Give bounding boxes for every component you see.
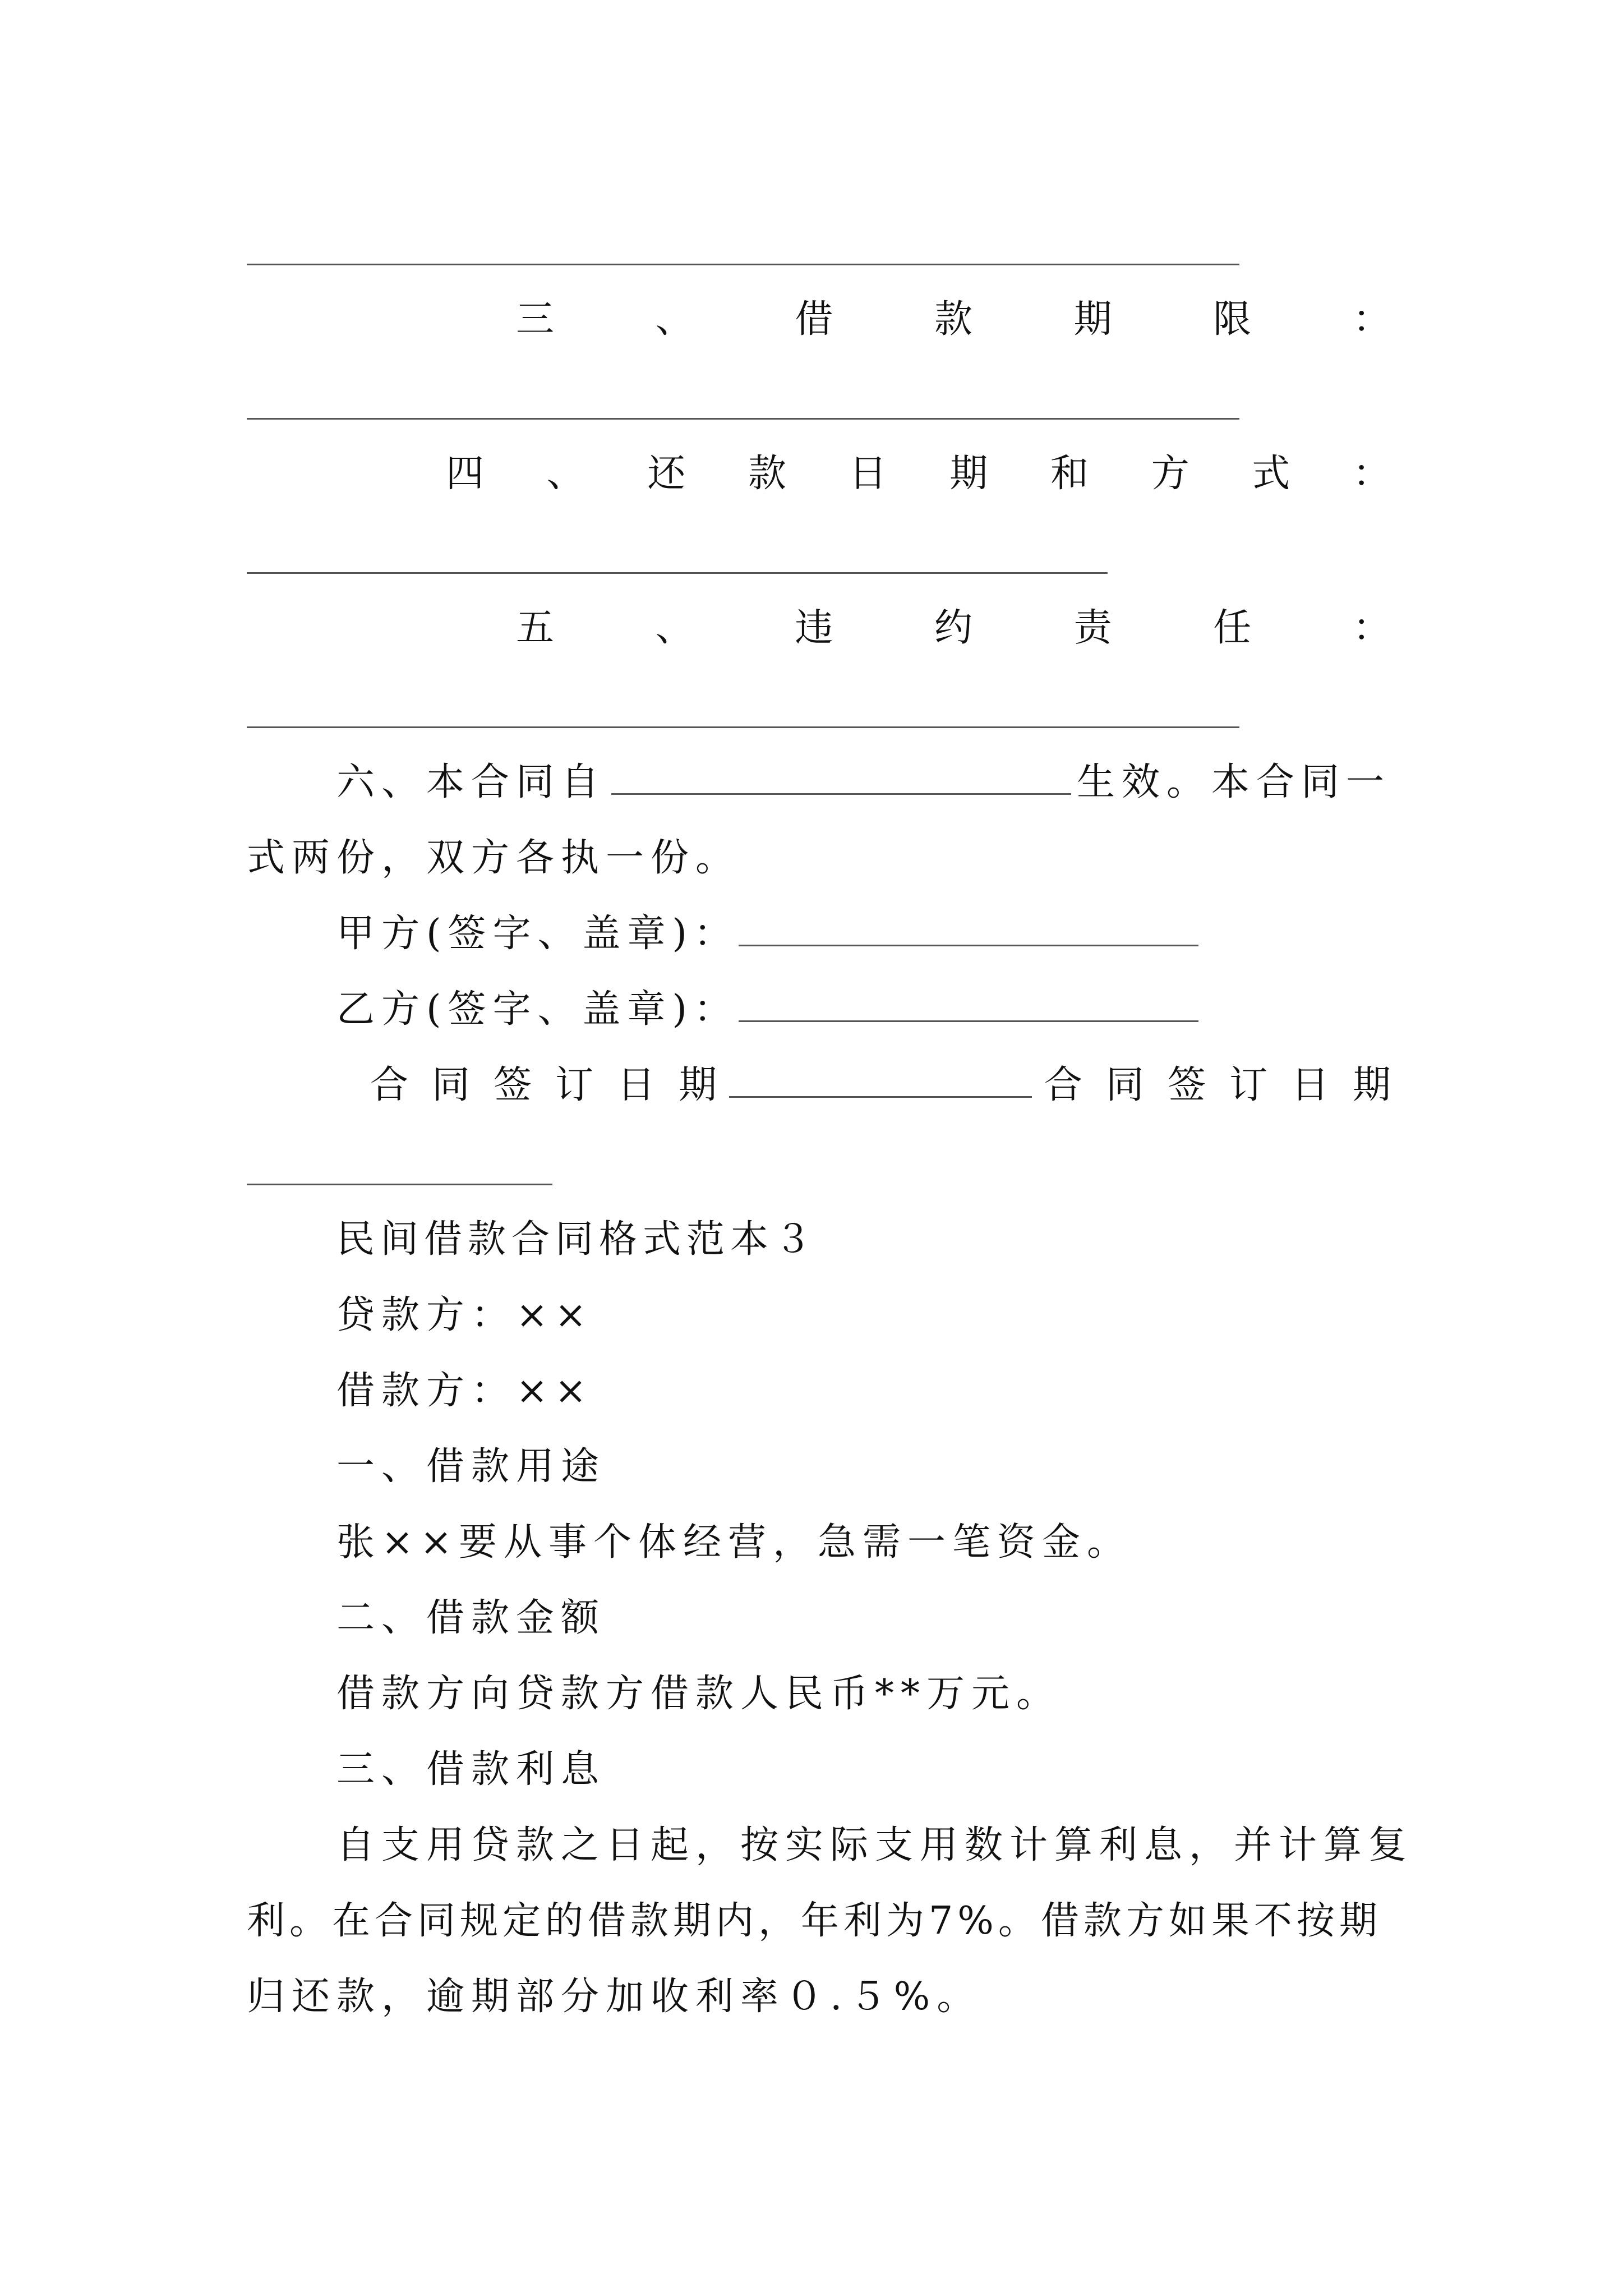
char: 任 [1213, 606, 1252, 650]
char: 方 [1151, 452, 1189, 496]
contract-title: 民间借款合同格式范本３ [336, 1217, 818, 1262]
char: 合 [1044, 1063, 1082, 1107]
heading-loan-purpose: 一、借款用途 [336, 1444, 606, 1489]
char: 还 [647, 452, 686, 496]
party-a-signature-line [336, 906, 1198, 962]
char: 借 [795, 297, 833, 342]
blank-line [247, 726, 1239, 728]
sign-date-label-1 [370, 1057, 717, 1114]
section-six-suffix: 生效。本合同一 [1076, 760, 1391, 804]
party-a-label: 甲方(签字、盖章)： [336, 912, 739, 956]
char: 日 [849, 452, 887, 496]
char: 限 [1213, 297, 1252, 342]
party-b-signature-blank [739, 987, 1198, 1022]
section-three-heading [247, 292, 1391, 348]
char: ： [1352, 606, 1391, 650]
char: 和 [1050, 452, 1089, 496]
char: 责 [1073, 606, 1112, 650]
blank-line [247, 572, 1108, 574]
heading-loan-interest: 三、借款利息 [336, 1747, 606, 1792]
heading-loan-amount: 二、借款金额 [336, 1596, 606, 1640]
char: 期 [679, 1063, 717, 1107]
interest-text-line-3: 归还款，逾期部分加收利率０.５%。 [247, 1975, 982, 2019]
char: ： [1352, 452, 1391, 496]
char: 三 [516, 297, 555, 342]
section-five-heading [247, 600, 1391, 656]
char: ： [1352, 297, 1391, 342]
char: 日 [617, 1063, 656, 1107]
char: 期 [949, 452, 988, 496]
char: 式 [1252, 452, 1290, 496]
sign-date-blank-1 [729, 1062, 1032, 1098]
char: 、 [655, 606, 694, 650]
borrower-line: 借款方：×× [336, 1369, 593, 1413]
char: 订 [1229, 1063, 1267, 1107]
char: 、 [546, 452, 585, 496]
char: 约 [934, 606, 972, 650]
party-a-signature-blank [739, 911, 1198, 946]
party-b-signature-line [336, 982, 1198, 1038]
blank-line [247, 264, 1239, 265]
char: 订 [555, 1063, 594, 1107]
section-six-line-2: 式两份，双方各执一份。 [247, 836, 741, 880]
char: 合 [370, 1063, 409, 1107]
char: 签 [494, 1063, 532, 1107]
section-six-line-1 [336, 754, 1391, 811]
char: 日 [1290, 1063, 1329, 1107]
char: 签 [1167, 1063, 1206, 1107]
effective-date-blank [611, 760, 1071, 795]
char: 四 [446, 452, 485, 496]
interest-text-line-1: 自支用贷款之日起，按实际支用数计算利息，并计算复 [336, 1823, 1414, 1867]
blank-line [247, 418, 1239, 420]
sign-date-label-2 [1044, 1057, 1391, 1114]
section-four-heading [247, 446, 1391, 502]
char: 款 [934, 297, 972, 342]
char: 同 [432, 1063, 471, 1107]
char: 、 [655, 297, 694, 342]
party-b-label: 乙方(签字、盖章)： [336, 987, 739, 1032]
section-six-prefix: 六、本合同自 [336, 760, 606, 804]
char: 同 [1105, 1063, 1144, 1107]
sign-date-line [370, 1057, 1391, 1114]
char: 款 [748, 452, 786, 496]
char: 五 [516, 606, 555, 650]
char: 期 [1073, 297, 1112, 342]
lender-line: 贷款方：×× [336, 1293, 593, 1337]
loan-amount-text: 借款方向贷款方借款人民币**万元。 [336, 1672, 1062, 1716]
loan-purpose-text: 张××要从事个体经营，急需一笔资金。 [336, 1520, 1132, 1565]
char: 期 [1352, 1063, 1391, 1107]
interest-text-line-2: 利。在合同规定的借款期内，年利为7%。借款方如果不按期 [247, 1899, 1382, 1943]
char: 违 [795, 606, 833, 650]
sign-date-blank-2 [247, 1184, 552, 1185]
